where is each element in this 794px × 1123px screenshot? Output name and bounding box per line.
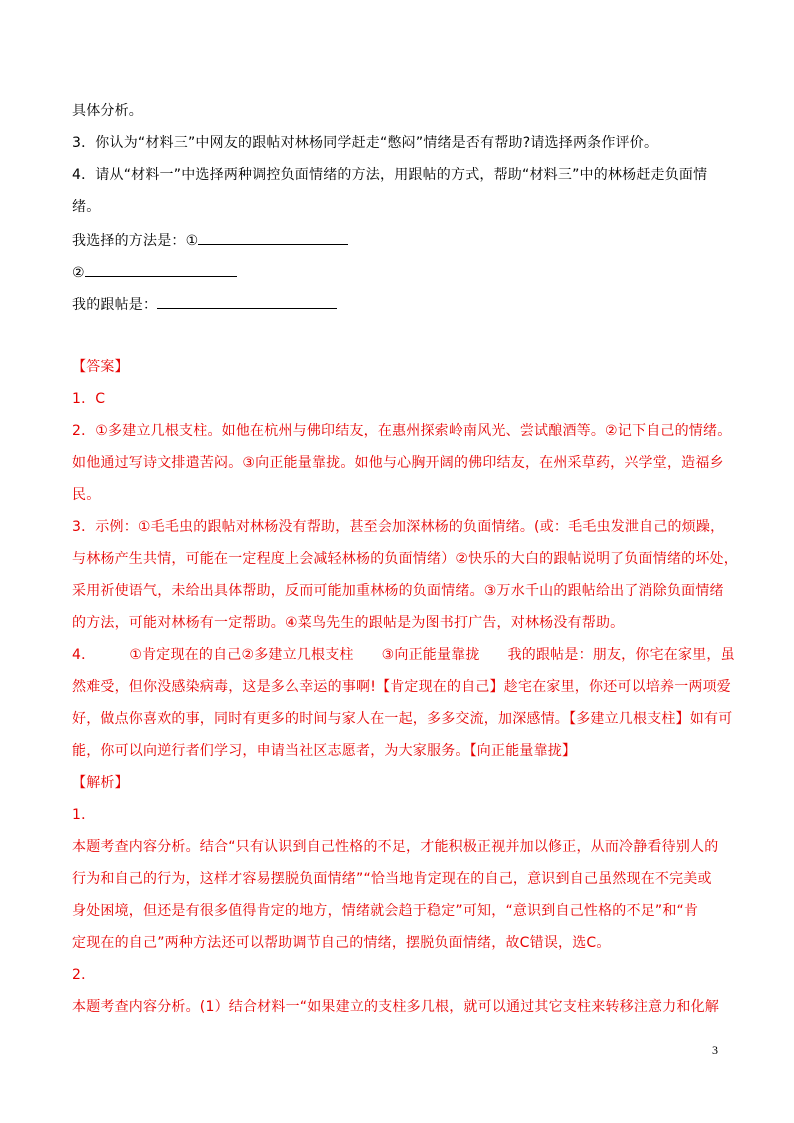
answer-2-line-2: 如他通过写诗文排遣苦闷。③向正能量靠拢。如他与心胸开阔的佛印结友，在州采草药，兴学堂，造福乡 (72, 455, 724, 471)
answer-2-line-3: 民。 (72, 487, 101, 503)
question-tail: 具体分析。 (72, 103, 143, 119)
reply-label: 我的跟帖是： (72, 297, 158, 313)
analysis-2-number: 2． (72, 967, 96, 983)
analysis-1-number: 1． (72, 807, 96, 823)
method-blank-1[interactable] (198, 230, 348, 245)
answer-4-methods: ①肯定现在的自己②多建立几根支柱 (129, 647, 354, 663)
answer-heading: 【答案】 (72, 359, 129, 375)
answer-3-line-1: 3．示例：①毛毛虫的跟帖对林杨没有帮助，甚至会加深林杨的负面情绪。(或：毛毛虫发泄自己的烦躁， (72, 519, 725, 535)
method-field-row-2 (72, 262, 732, 282)
question-4-line-1: 4．请从“材料一”中选择两种调控负面情绪的方法，用跟帖的方式，帮助“材料三”中的林杨赶走负面情 (72, 167, 708, 183)
answer-4-number: 4． (72, 647, 96, 663)
page-number: 3 (712, 1043, 718, 1057)
reply-field-row (72, 294, 732, 314)
answer-3-line-3: 采用祈使语气，未给出具体帮助，反而可能加重林杨的负面情绪。③万水千山的跟帖给出了消除负面情绪 (72, 583, 724, 599)
answer-4-line-4: 能，你可以向逆行者们学习，申请当社区志愿者，为大家服务。【向正能量靠拢】 (72, 743, 577, 759)
analysis-1-line-2: 行为和自己的行为，这样才容易摆脱负面情绪”“恰当地肯定现在的自己，意识到自己虽然现在不完美或 (72, 871, 712, 887)
method-label: 我选择的方法是：① (72, 233, 199, 249)
answer-4-reply-start: 我的跟帖是：朋友，你宅在家里，虽 (507, 647, 735, 663)
answer-4-method-3: ③向正能量靠拢 (381, 647, 480, 663)
method-label-2: ② (72, 265, 85, 281)
answer-4-line-2: 然难受，但你没感染病毒，这是多么幸运的事啊!【肯定现在的自己】趁宅在家里，你还可以培养一两项爱 (72, 679, 732, 695)
answer-2-line-1: 2．①多建立几根支柱。如他在杭州与佛印结友，在惠州探索岭南风光、尝试酿酒等。②记下自己的情绪。 (72, 423, 732, 439)
question-4-line-2: 绪。 (72, 199, 101, 215)
answer-4-line-3: 好，做点你喜欢的事，同时有更多的时间与家人在一起，多多交流，加深感情。【多建立几根支柱】如有可 (72, 711, 733, 727)
answer-3-line-4: 的方法，可能对林杨有一定帮助。④菜鸟先生的跟帖是为图书打广告，对林杨没有帮助。 (72, 615, 625, 631)
answer-1: 1．C (72, 391, 106, 407)
answer-3-line-2: 与林杨产生共情，可能在一定程度上会减轻林杨的负面情绪）②快乐的大白的跟帖说明了负面情绪的坏处， (72, 551, 738, 567)
method-blank-2[interactable] (85, 262, 237, 277)
analysis-1-line-1: 本题考查内容分析。结合“只有认识到自己性格的不足，才能积极正视并加以修正，从而冷静看待别人的 (72, 839, 719, 855)
answer-4-line-1 (72, 646, 735, 664)
analysis-heading: 【解析】 (72, 775, 129, 791)
method-field-row (72, 230, 732, 250)
analysis-1-line-3: 身处困境，但还是有很多值得肯定的地方，情绪就会趋于稳定”可知，“意识到自己性格的不足”和“肯 (72, 903, 699, 919)
analysis-2-line-1: 本题考查内容分析。(1）结合材料一“如果建立的支柱多几根，就可以通过其它支柱来转移注意力和化解 (72, 999, 720, 1015)
question-3: 3．你认为“材料三”中网友的跟帖对林杨同学赶走“憋闷”情绪是否有帮助?请选择两条作评价。 (72, 135, 659, 151)
analysis-1-line-4: 定现在的自己”两种方法还可以帮助调节自己的情绪，摆脱负面情绪，故C错误，选C。 (72, 935, 611, 951)
reply-blank[interactable] (157, 294, 337, 309)
